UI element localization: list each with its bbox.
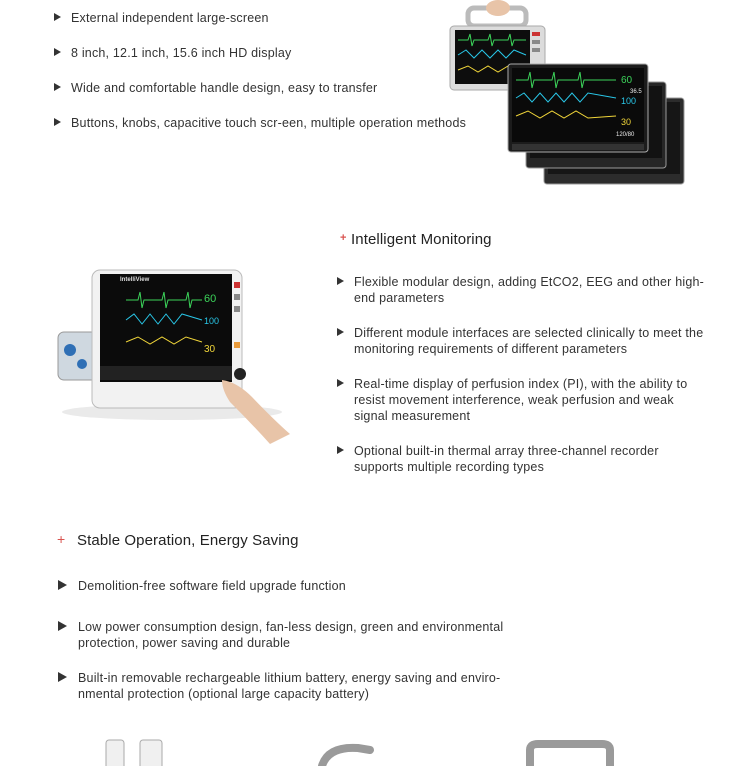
handle-frame-image bbox=[520, 740, 620, 766]
stable-operation-list bbox=[78, 578, 518, 702]
list-item: Flexible modular design, adding EtCO2, EEG and other high-end parameters bbox=[354, 274, 704, 306]
svg-text:100: 100 bbox=[204, 316, 220, 326]
list-item: Buttons, knobs, capacitive touch scr-een, multiple operation methods bbox=[71, 115, 466, 131]
arrow-bullet-icon bbox=[54, 48, 61, 56]
svg-text:60: 60 bbox=[204, 293, 217, 305]
plus-icon: + bbox=[340, 232, 347, 244]
list-item: Real-time display of perfusion index (PI), with the ability to resist movement interference, weak perfusion and weak signal measurement bbox=[354, 376, 704, 424]
intelligent-monitoring-list bbox=[354, 274, 704, 475]
list-item: Optional built-in thermal array three-channel recorder supports multiple recording types bbox=[354, 443, 704, 475]
list-item: Low power consumption design, fan-less design, green and environmental protection, power saving and durable bbox=[78, 619, 518, 651]
list-item: Demolition-free software field upgrade function bbox=[78, 578, 518, 594]
hr-value: 60 bbox=[621, 75, 633, 86]
list-item: External independent large-screen bbox=[71, 10, 466, 26]
arrow-bullet-icon bbox=[54, 83, 61, 91]
arrow-bullet-icon bbox=[54, 13, 61, 21]
bedside-monitor-image bbox=[52, 262, 297, 447]
list-item: Built-in removable rechargeable lithium battery, energy saving and enviro-nmental protection (optional large capacity battery) bbox=[78, 670, 518, 702]
list-item: Wide and comfortable handle design, easy to transfer bbox=[71, 80, 466, 96]
section-title: Stable Operation, Energy Saving bbox=[77, 532, 299, 549]
arrow-bullet-icon bbox=[58, 580, 67, 590]
arrow-bullet-icon bbox=[337, 277, 344, 285]
arrow-bullet-icon bbox=[337, 446, 344, 454]
list-item: 8 inch, 12.1 inch, 15.6 inch HD display bbox=[71, 45, 466, 61]
brand-label: IntelliView bbox=[120, 277, 150, 283]
arrow-bullet-icon bbox=[58, 621, 67, 631]
nibp-value: 120/80 bbox=[616, 132, 635, 138]
top-feature-list bbox=[71, 10, 466, 131]
handle-image bbox=[318, 742, 378, 766]
stacked-monitors-image bbox=[448, 0, 693, 190]
arrow-bullet-icon bbox=[54, 118, 61, 126]
arrow-bullet-icon bbox=[337, 328, 344, 336]
svg-text:30: 30 bbox=[204, 344, 216, 355]
arrow-bullet-icon bbox=[58, 672, 67, 682]
plus-icon: + bbox=[57, 531, 66, 547]
resp-value: 30 bbox=[621, 117, 632, 127]
list-item: Different module interfaces are selected clinically to meet the monitoring requirements of different parameters bbox=[354, 325, 704, 357]
arrow-bullet-icon bbox=[337, 379, 344, 387]
section-title: Intelligent Monitoring bbox=[351, 231, 492, 248]
temp-value: 36.5 bbox=[630, 89, 642, 95]
battery-image bbox=[100, 738, 170, 766]
spo2-value: 100 bbox=[621, 96, 637, 106]
